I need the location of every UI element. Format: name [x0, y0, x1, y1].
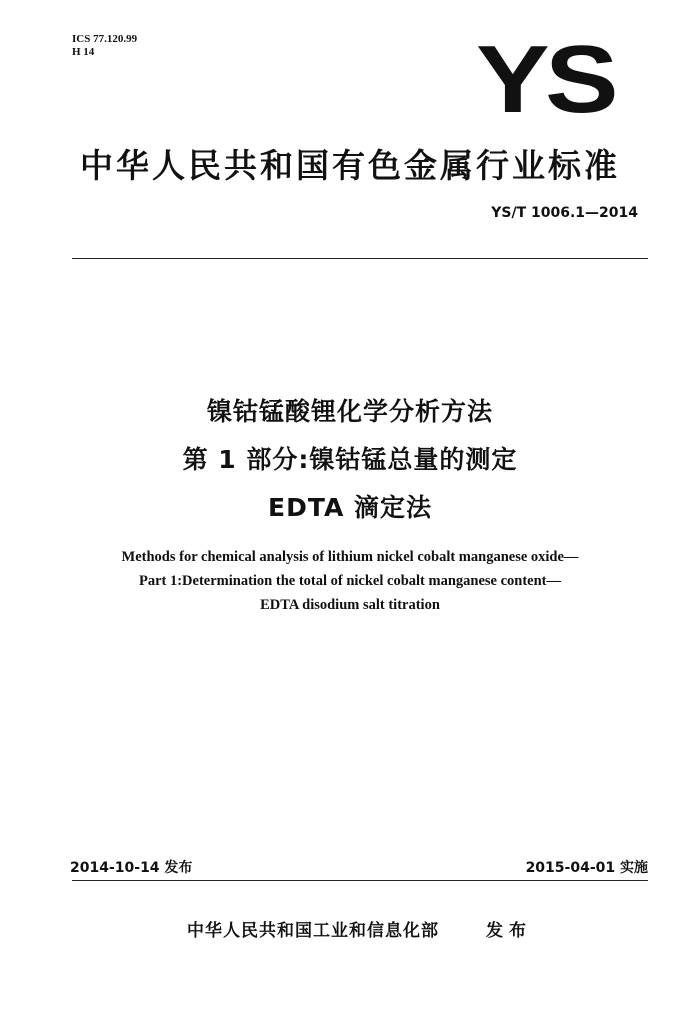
standard-number: YS/T 1006.1—2014: [491, 205, 638, 221]
title-cn-line-1: 镍钴锰酸锂化学分析方法: [206, 397, 493, 426]
implementation-date: 2015-04-01 实施: [525, 860, 648, 876]
title-cn-line-3: EDTA 滴定法: [268, 493, 432, 522]
title-en-line-1: Methods for chemical analysis of lithium nickel cobalt manganese oxide—: [121, 549, 579, 565]
top-divider: [72, 258, 648, 259]
classification-codes: [72, 33, 137, 59]
ys-logo: YS: [475, 26, 614, 133]
publish-label: 发布: [486, 921, 532, 941]
title-en-line-2: Part 1:Determination the total of nickel cobalt manganese content—: [138, 573, 562, 589]
issue-date: 2014-10-14 发布: [70, 860, 193, 876]
ics-code: ICS 77.120.99: [72, 33, 138, 45]
bottom-divider: [72, 880, 648, 881]
class-code: H 14: [72, 46, 95, 58]
title-en-line-3: EDTA disodium salt titration: [260, 597, 440, 613]
issuer-title: 中华人民共和国有色金属行业标准: [80, 146, 620, 185]
title-cn-line-2: 第 1 部分:镍钴锰总量的测定: [182, 445, 518, 474]
publisher: 中华人民共和国工业和信息化部: [187, 921, 439, 941]
